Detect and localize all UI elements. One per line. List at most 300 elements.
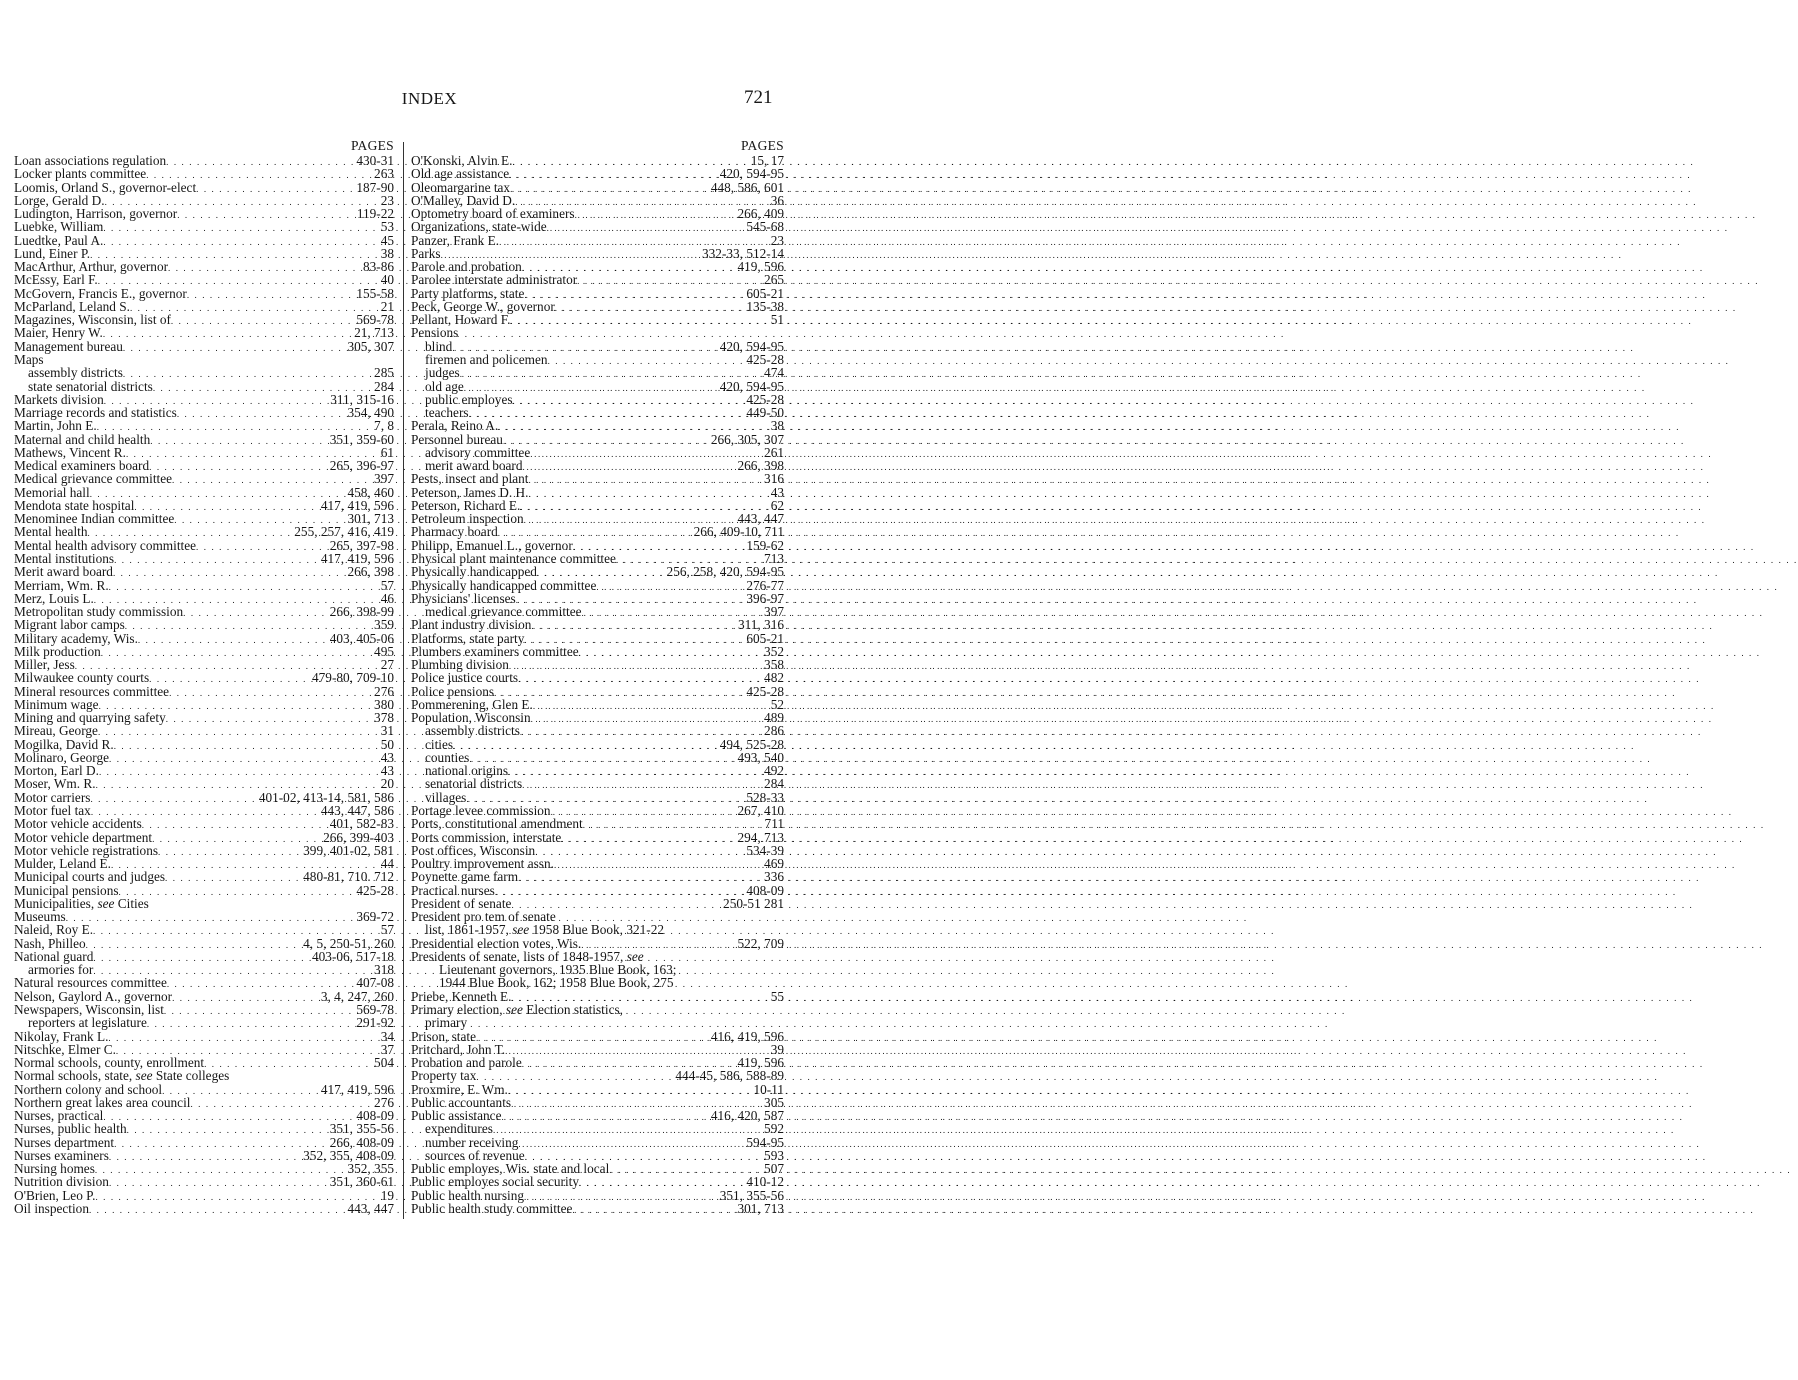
entry-term: Loomis, Orland S., governor-elect: [14, 179, 197, 195]
index-entry: [14, 393, 394, 406]
entry-term: Pensions: [411, 325, 459, 341]
dot-leader: [99, 766, 379, 779]
entry-term: number receiving: [425, 1134, 519, 1150]
entry-term: Nelson, Gaylord A., governor: [14, 988, 173, 1004]
entry-term: Motor fuel tax: [14, 803, 91, 819]
index-entry: [411, 194, 784, 207]
entry-term: Municipal pensions: [14, 882, 119, 898]
entry-pages: 46: [380, 590, 394, 606]
dot-leader: [512, 156, 748, 169]
entry-term: assembly districts: [28, 365, 123, 381]
entry-pages: 417, 419, 596: [320, 1081, 394, 1097]
entry-pages: 43: [380, 763, 394, 779]
entry-term: O'Malley, David D.: [411, 192, 516, 208]
entry-term: O'Konski, Alvin E.: [411, 153, 513, 168]
dot-leader: [476, 1032, 709, 1045]
entry-term: Pharmacy board: [411, 524, 498, 540]
entry-term: Northern great lakes area council: [14, 1094, 191, 1110]
entry-pages: 119-22: [356, 206, 394, 222]
entry-term: Merz, Louis L.: [14, 590, 94, 606]
index-entry: [14, 910, 394, 923]
entry-pages: 397: [764, 604, 784, 620]
index-entries: [411, 154, 784, 1215]
entry-pages: 569-78: [356, 312, 394, 328]
dot-leader: [518, 673, 762, 686]
index-entry: [14, 247, 394, 260]
index-entry: [14, 565, 394, 578]
dot-leader: [522, 461, 735, 474]
index-entry: [14, 1175, 394, 1188]
entry-pages: 458, 460: [347, 484, 394, 500]
index-entry: [411, 366, 784, 379]
index-entry: [411, 459, 784, 472]
index-entry: [411, 1122, 784, 1135]
entry-term: judges: [425, 365, 460, 381]
entry-pages: 318: [374, 962, 394, 978]
index-entry: [411, 1202, 784, 1215]
entry-pages: 605-21: [746, 285, 784, 301]
entry-pages: 159-62: [746, 537, 784, 553]
dot-leader: [547, 222, 745, 235]
dot-leader: [123, 368, 372, 381]
entry-term: Museums: [14, 909, 66, 925]
entry-pages: 266, 398-99: [329, 604, 394, 620]
dot-leader: [166, 156, 354, 169]
entry-term: Parole and probation: [411, 259, 522, 275]
index-entry: [14, 1202, 394, 1215]
index-entry: [14, 340, 394, 353]
entry-term: Probation and parole: [411, 1055, 522, 1071]
index-entry: [14, 472, 394, 485]
entry-pages: 493, 540: [737, 749, 784, 765]
entry-term: Management bureau: [14, 338, 123, 354]
index-entry: [14, 1016, 394, 1029]
entry-pages: 10-11: [753, 1081, 784, 1097]
dot-leader: [165, 872, 301, 885]
column-divider: [403, 142, 404, 1219]
entry-pages: 449-50: [746, 405, 784, 421]
entry-term: Petroleum inspection: [411, 511, 524, 527]
entry-term: Organizations, state-wide: [411, 219, 547, 235]
entry-pages: 528-33: [746, 789, 784, 805]
entry-pages: 408-09: [356, 1108, 394, 1124]
index-column-left: [14, 138, 394, 1215]
entry-pages: 711: [764, 816, 784, 832]
entry-pages: 417, 419, 596: [320, 550, 394, 566]
index-column-right: [411, 138, 784, 1215]
entry-term: old age: [425, 378, 464, 394]
entry-term: President pro tem of senate: [411, 909, 556, 925]
entry-term: Oil inspection: [14, 1200, 89, 1216]
index-entries: [14, 154, 394, 1215]
index-entry: [14, 645, 394, 658]
entry-pages: 419, 596: [737, 1055, 784, 1071]
entry-pages: 265, 396-97: [329, 458, 394, 474]
entry-pages: 294, 713: [737, 829, 784, 845]
index-entry: [411, 1189, 784, 1202]
entry-term: Motor vehicle registrations: [14, 842, 159, 858]
entry-term: Ports commission, interstate: [411, 829, 562, 845]
index-entry: [14, 1056, 394, 1069]
index-entry: [14, 685, 394, 698]
dot-leader: [158, 846, 301, 859]
dot-leader: [505, 1045, 769, 1058]
entry-pages: 266, 408-09: [329, 1134, 394, 1150]
entry-term: Morton, Earl D.: [14, 763, 99, 779]
entry-term: Prison, state: [411, 1028, 477, 1044]
dot-leader: [177, 209, 355, 222]
entry-term: Mental health advisory committee: [14, 537, 197, 553]
pages-column-header: PAGES: [740, 138, 784, 153]
index-entry: [14, 433, 394, 446]
entry-term: Police justice courts: [411, 670, 519, 686]
dot-leader: [108, 1032, 378, 1045]
dot-leader: [187, 289, 355, 302]
entry-term: Maternal and child health: [14, 431, 151, 447]
entry-term: National guard: [14, 948, 94, 964]
entry-pages: 593: [764, 1147, 784, 1163]
entry-term: Pellant, Howard F.: [411, 312, 511, 328]
entry-term: Markets division: [14, 391, 104, 407]
entry-term: Public health study committee: [411, 1200, 573, 1216]
index-entry: [411, 273, 784, 286]
entry-pages: 38: [380, 245, 394, 261]
entry-term: Plumbing division: [411, 657, 509, 673]
index-entry: [411, 220, 784, 233]
entry-pages: 594-95: [746, 1134, 784, 1150]
entry-pages: 52: [770, 696, 784, 712]
entry-term: Practical nurses: [411, 882, 495, 898]
entry-pages: 369-72: [356, 909, 394, 925]
entry-term: Parks: [411, 245, 441, 261]
index-entry: [14, 857, 394, 870]
dot-leader: [495, 886, 745, 899]
entry-pages: 255, 257, 416, 419: [294, 524, 394, 540]
dot-leader: [93, 952, 310, 965]
index-entry: [411, 1136, 784, 1149]
entry-term: Motor vehicle department: [14, 829, 153, 845]
entry-term: Physically handicapped: [411, 564, 537, 580]
index-entry: [411, 287, 784, 300]
entry-pages: 187-90: [356, 179, 394, 195]
entry-term: firemen and policemen: [425, 351, 548, 367]
entry-term: Pommerening, Glen E.: [411, 696, 533, 712]
entry-term: Normal schools, county, enrollment: [14, 1055, 205, 1071]
entry-term: Milk production: [14, 643, 101, 659]
entry-term: counties: [425, 749, 470, 765]
entry-term: 1944 Blue Book, 162; 1958 Blue Book, 275: [439, 975, 674, 991]
dot-leader: [123, 342, 346, 355]
entry-term: Party platforms, state: [411, 285, 525, 301]
dot-leader: [103, 236, 378, 249]
entry-pages: 479-80, 709-10: [312, 670, 394, 686]
entry-term: Peterson, James D. H.: [411, 484, 529, 500]
entry-term: Ludington, Harrison, governor: [14, 206, 178, 222]
entry-term: Public employes, Wis. state and local: [411, 1161, 610, 1177]
index-entry: [14, 990, 394, 1003]
entry-pages: 301, 713: [347, 511, 394, 527]
entry-pages: 605-21: [746, 630, 784, 646]
dot-leader: [554, 859, 762, 872]
index-entry: [411, 579, 784, 592]
entry-pages: 23: [380, 192, 394, 208]
entry-pages: 19: [380, 1187, 394, 1203]
entry-pages: 27: [380, 657, 394, 673]
index-entry: [14, 698, 394, 711]
dot-leader: [469, 408, 745, 421]
index-entry: [14, 870, 394, 883]
dot-leader: [103, 328, 352, 341]
entry-term: President of senate: [411, 895, 512, 911]
entry-term: Mineral resources committee: [14, 683, 170, 699]
entry-term: Magazines, Wisconsin, list of: [14, 312, 171, 328]
entry-pages: 44: [380, 856, 394, 872]
entry-pages: 443, 447: [737, 511, 784, 527]
entry-term: O'Brien, Leo P.: [14, 1187, 96, 1203]
entry-term: Milwaukee county courts: [14, 670, 150, 686]
entry-term: Public health nursing: [411, 1187, 525, 1203]
index-entry: [14, 552, 394, 565]
entry-pages: 62: [770, 497, 784, 513]
entry-term: McEssy, Earl F.: [14, 272, 98, 288]
entry-term: armories for: [28, 962, 94, 978]
entry-pages: 83-86: [362, 259, 394, 275]
index-entry: [14, 579, 394, 592]
dot-leader: [152, 833, 321, 846]
index-entry: [411, 645, 784, 658]
dot-leader: [522, 779, 762, 792]
dot-leader: [114, 554, 319, 567]
index-entry: [14, 884, 394, 897]
entry-term: Nursing homes: [14, 1161, 95, 1177]
index-entry: [411, 990, 784, 1003]
index-entry: [14, 1189, 394, 1202]
entry-pages: 43: [770, 484, 784, 500]
entry-pages: 399, 401-02, 581: [303, 842, 394, 858]
entry-pages: 311, 315-16: [330, 391, 394, 407]
page-title: INDEX: [401, 89, 458, 108]
dot-leader: [103, 222, 378, 235]
index-entry: [411, 539, 784, 552]
entry-pages: 416, 419, 596: [710, 1028, 784, 1044]
index-entry: [411, 632, 784, 645]
index-entry: [14, 923, 394, 936]
index-entry: [411, 777, 784, 790]
index-entry: [14, 804, 394, 817]
entry-term: Population, Wisconsin: [411, 710, 531, 726]
entry-term: Natural resources committee: [14, 975, 167, 991]
entry-pages: 380: [374, 696, 394, 712]
entry-term: Portage levee commission: [411, 803, 551, 819]
entry-pages: 358: [764, 657, 784, 673]
entry-pages: 266, 409-10, 711: [693, 524, 784, 540]
entry-term: Nurses examiners: [14, 1147, 109, 1163]
index-entry: [14, 658, 394, 671]
index-entry: [14, 313, 394, 326]
index-entry: [14, 791, 394, 804]
entry-pages: 444-45, 586, 588-89: [675, 1068, 784, 1084]
dot-leader: [169, 687, 372, 700]
entry-pages: 492: [764, 763, 784, 779]
index-entry: [411, 1175, 784, 1188]
index-entry: [411, 300, 784, 313]
entry-pages: 21: [380, 298, 394, 314]
entry-term: Motor vehicle accidents: [14, 816, 142, 832]
entry-term: reporters at legislature: [28, 1015, 147, 1031]
index-entry: [14, 300, 394, 313]
dot-leader: [172, 474, 372, 487]
index-entry: [14, 1136, 394, 1149]
index-entry: [411, 1043, 784, 1056]
dot-leader: [172, 992, 319, 1005]
entry-pages: 45: [380, 232, 394, 248]
entry-pages: 403, 405-06: [329, 630, 394, 646]
dot-leader: [166, 713, 372, 726]
index-entry: [14, 419, 394, 432]
dot-leader: [528, 488, 768, 501]
index-entry: [411, 446, 784, 459]
index-entry: [14, 366, 394, 379]
index-entry: [14, 260, 394, 273]
index-entry: [14, 326, 394, 339]
entry-term: Presidential election votes, Wis.: [411, 935, 582, 951]
entry-pages: 276-77: [746, 577, 784, 593]
entry-pages: 38: [770, 418, 784, 434]
index-entry: [14, 1162, 394, 1175]
entry-term: Martin, John E.: [14, 418, 97, 434]
index-entry: [14, 711, 394, 724]
index-entry: [411, 976, 784, 989]
entry-pages: 407-08: [356, 975, 394, 991]
entry-pages: 276: [374, 1094, 394, 1110]
entry-pages: 469: [764, 856, 784, 872]
index-entry: [14, 234, 394, 247]
dot-leader: [177, 408, 346, 421]
index-entry: [411, 870, 784, 883]
index-entry: [14, 181, 394, 194]
dot-leader: [469, 753, 735, 766]
entry-term: public employes: [425, 391, 513, 407]
index-entry: [14, 1043, 394, 1056]
index-entry: [14, 1149, 394, 1162]
index-entry: [411, 353, 784, 366]
entry-pages: 266, 409: [737, 206, 784, 222]
entry-term: senatorial districts: [425, 776, 523, 792]
entry-pages: 351, 355-56: [719, 1187, 784, 1203]
entry-pages: 534-39: [746, 842, 784, 858]
dot-leader: [510, 183, 709, 196]
entry-pages: 352, 355: [347, 1161, 394, 1177]
index-entry: [14, 618, 394, 631]
entry-pages: 430-31: [356, 153, 394, 168]
entry-term: Mental health: [14, 524, 88, 540]
entry-term: Mental institutions: [14, 550, 115, 566]
entry-term: sources of revenue: [425, 1147, 525, 1163]
entry-term: Nurses department: [14, 1134, 115, 1150]
index-entry: [14, 525, 394, 538]
dot-leader: [561, 833, 735, 846]
index-entry: [411, 247, 784, 260]
entry-pages: 34: [380, 1028, 394, 1044]
entry-term: Maier, Henry W.: [14, 325, 103, 341]
see-reference: see: [626, 948, 644, 964]
entry-term: Panzer, Frank E.: [411, 232, 500, 248]
entry-pages: 261: [764, 444, 784, 460]
dot-leader: [142, 819, 328, 832]
entry-pages: 43: [380, 749, 394, 765]
entry-pages: 351, 355-56: [329, 1121, 394, 1137]
index-entry: [411, 525, 784, 538]
entry-term: Police pensions: [411, 683, 495, 699]
entry-pages: 336: [764, 869, 784, 885]
index-entry: [14, 738, 394, 751]
entry-pages: 305, 307: [347, 338, 394, 354]
index-entry: [411, 963, 784, 976]
dot-leader: [518, 872, 762, 885]
index-entry: [14, 539, 394, 552]
entry-term: Nurses, public health: [14, 1121, 127, 1137]
index-entry: [411, 897, 784, 910]
entry-pages: 569-78: [356, 1002, 394, 1017]
see-reference: see: [97, 895, 115, 911]
index-entry: [411, 260, 784, 273]
entry-term: Public assistance: [411, 1108, 502, 1124]
entry-term: Nurses, practical: [14, 1108, 104, 1124]
index-entry: [14, 512, 394, 525]
entry-term: Moser, Wm. R.: [14, 776, 96, 792]
entry-term: Maps: [14, 351, 44, 367]
index-entry: [14, 220, 394, 233]
index-entry: [411, 181, 784, 194]
dot-leader: [493, 1124, 762, 1137]
entry-term: Merit award board: [14, 564, 113, 580]
entry-term: Presidents of senate, lists of 1848-1957, see: [411, 948, 644, 964]
entry-pages: 155-58: [356, 285, 394, 301]
index-entry: [411, 618, 784, 631]
see-reference: see: [512, 922, 530, 938]
entry-term: Municipal courts and judges: [14, 869, 166, 885]
entry-term: medical grievance committee: [425, 604, 582, 620]
entry-pages: 50: [380, 736, 394, 752]
index-entry: [411, 831, 784, 844]
index-entry: [14, 605, 394, 618]
entry-term: assembly districts: [425, 723, 520, 739]
index-entry: [14, 844, 394, 857]
entry-term: Proxmire, E. Wm.: [411, 1081, 508, 1097]
entry-term: Lund, Einer P.: [14, 245, 91, 261]
index-entry: [411, 313, 784, 326]
index-entry: [14, 167, 394, 180]
pages-column-header: PAGES: [350, 138, 394, 153]
index-entry: [411, 565, 784, 578]
dot-leader: [109, 581, 379, 594]
entry-pages: 266, 399-403: [323, 829, 394, 845]
entry-term: state senatorial districts: [28, 378, 153, 394]
entry-term: Military academy, Wis.: [14, 630, 138, 646]
entry-term: Public employes social security: [411, 1174, 580, 1190]
dot-leader: [147, 1018, 354, 1031]
entry-term: Nutrition division: [14, 1174, 109, 1190]
index-entry: [14, 950, 394, 963]
entry-term: Mogilka, David R.: [14, 736, 114, 752]
dot-leader: [164, 1005, 354, 1018]
index-entry: [14, 459, 394, 472]
index-entry: [411, 154, 784, 167]
dot-leader: [555, 302, 745, 315]
entry-term: Poultry improvement assn.: [411, 856, 554, 872]
index-entry: [14, 632, 394, 645]
entry-term: Newspapers, Wisconsin, list: [14, 1002, 164, 1017]
